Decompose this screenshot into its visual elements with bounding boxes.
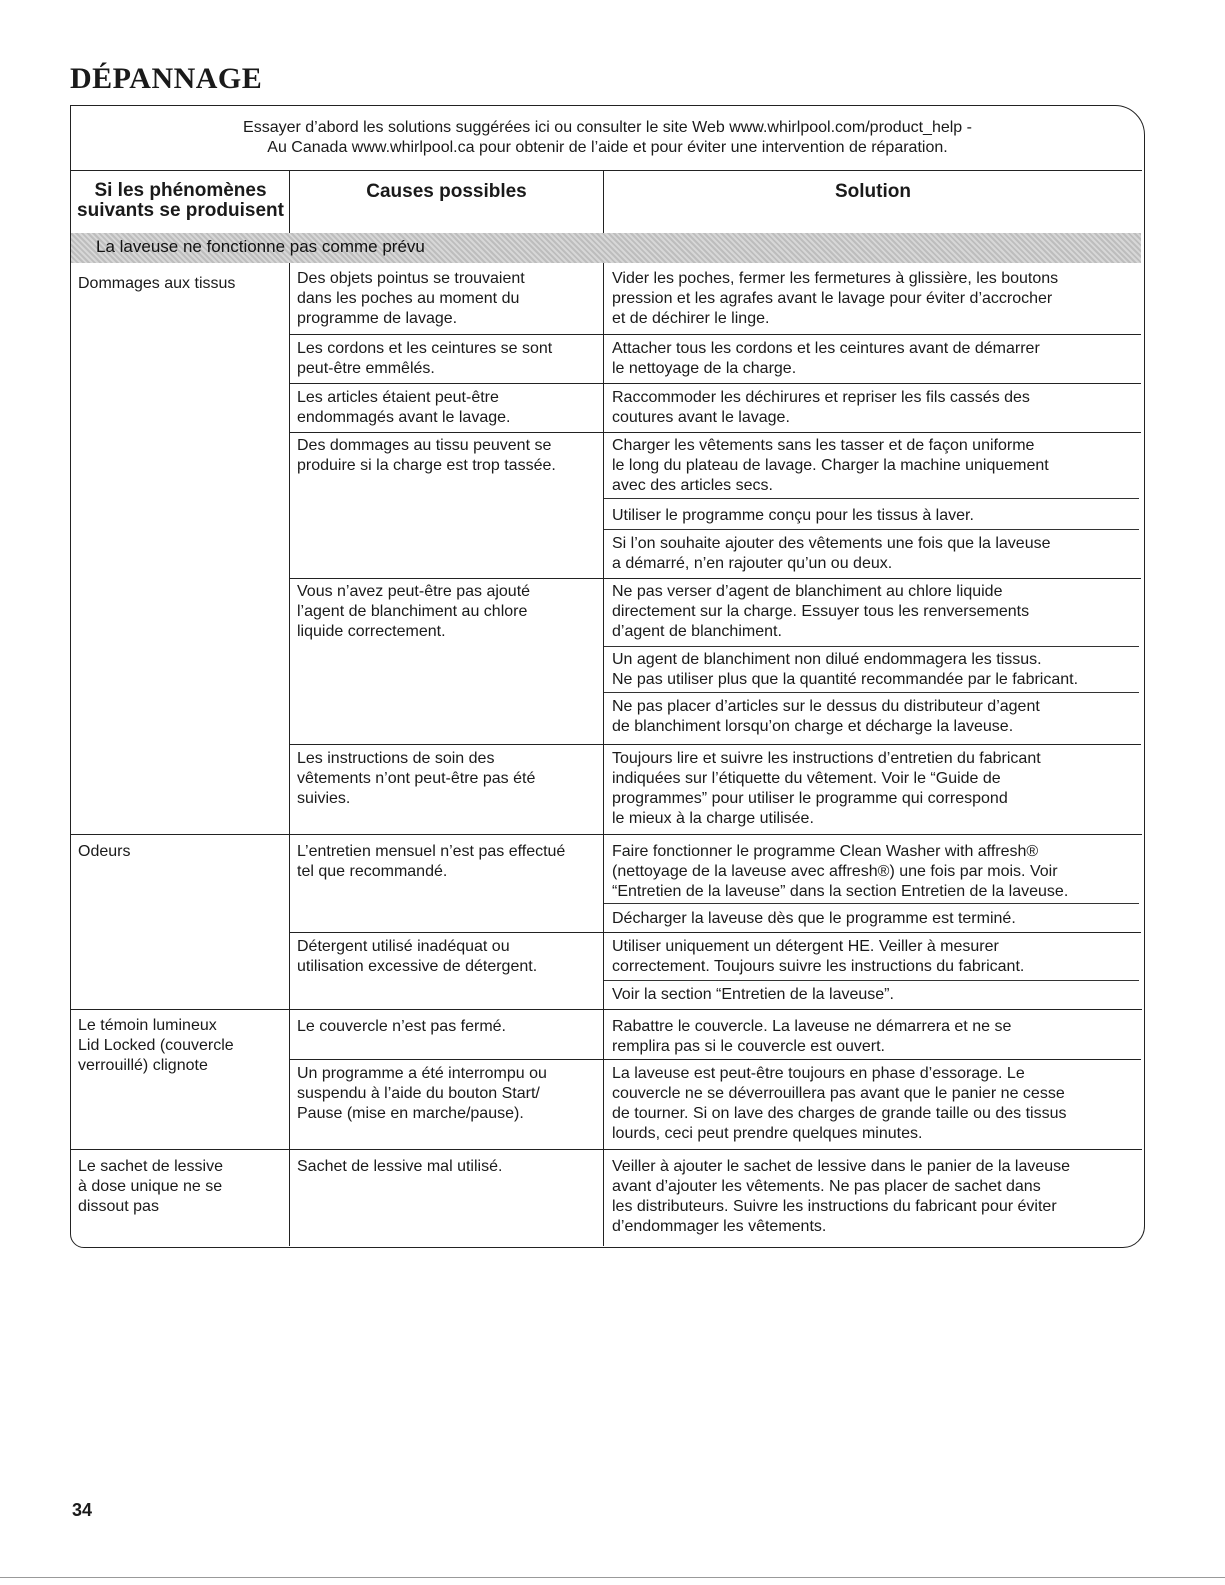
solution-cell: Raccommoder les déchirures et repriser les fils cassés des coutures avant le lavage. [612, 389, 1030, 426]
column-divider-1 [289, 263, 290, 1246]
solution-cell: Vider les poches, fermer les fermetures à glissière, les boutons pression et les agrafes avant le lavage pour éviter d’accrocher et de déchirer le linge. [612, 270, 1059, 327]
solution-cell: Toujours lire et suivre les instructions d’entretien du fabricant indiquées sur l’étiquette du vêtement. Voir le “Guide de programmes” pour utiliser le programme qui correspond le mieux à la charge utilisée. [612, 750, 1041, 827]
solution-separator [604, 529, 1139, 530]
section-title: La laveuse ne fonctionne pas comme prévu [96, 237, 425, 256]
cause-cell: Des objets pointus se trouvaient dans les poches au moment du programme de lavage. [297, 270, 525, 327]
row-separator [71, 834, 1142, 835]
row-separator [71, 1149, 1142, 1150]
solution-separator [604, 646, 1139, 647]
solution-cell: Charger les vêtements sans les tasser et de façon uniforme le long du plateau de lavage. Charger la machine uniquement avec des articles secs. [612, 437, 1049, 494]
header-symptoms: Si les phénomènes suivants se produisent [77, 180, 284, 221]
cause-cell: Sachet de lessive mal utilisé. [297, 1158, 503, 1175]
solution-cell: Attacher tous les cordons et les ceintures avant de démarrer le nettoyage de la charge. [612, 340, 1040, 377]
cause-separator [289, 578, 1141, 579]
cause-separator [289, 1059, 1141, 1060]
solution-cell: Veiller à ajouter le sachet de lessive dans le panier de la laveuse avant d’ajouter les vêtements. Ne pas placer de sachet dans les distributeurs. Suivre les instructions du fabricant pour éviter d’endommager les vêtements. [612, 1158, 1071, 1235]
solution-separator [604, 498, 1139, 499]
symptom-cell: Le témoin lumineux Lid Locked (couvercle verrouillé) clignote [78, 1017, 234, 1074]
symptom-cell: Odeurs [78, 843, 131, 860]
cause-cell: L’entretien mensuel n’est pas effectué tel que recommandé. [297, 843, 566, 880]
cause-separator [289, 432, 1141, 433]
cause-separator [289, 744, 1141, 745]
cause-cell: Les instructions de soin des vêtements n’ont peut-être pas été suivies. [297, 750, 536, 807]
intro-text [72, 118, 1143, 158]
cause-cell: Un programme a été interrompu ou suspendu à l’aide du bouton Start/ Pause (mise en marche/pause). [297, 1065, 547, 1122]
bottom-rule [0, 1577, 1225, 1578]
solution-cell: Décharger la laveuse dès que le programme est terminé. [612, 910, 1016, 927]
page-title: DÉPANNAGE [70, 62, 263, 95]
solution-separator [604, 980, 1139, 981]
cause-cell: Détergent utilisé inadéquat ou utilisation excessive de détergent. [297, 938, 538, 975]
cause-cell: Les articles étaient peut-être endommagés avant le lavage. [297, 389, 511, 426]
solution-separator [604, 903, 1139, 904]
header-causes: Causes possibles [366, 181, 527, 202]
solution-cell: Utiliser uniquement un détergent HE. Veiller à mesurer correctement. Toujours suivre les instructions du fabricant. [612, 938, 1025, 975]
solution-cell: Si l’on souhaite ajouter des vêtements une fois que la laveuse a démarré, n’en rajouter qu’un ou deux. [612, 535, 1051, 572]
intro-line-2: Au Canada www.whirlpool.ca pour obtenir de l’aide et pour éviter une intervention de réparation. [267, 139, 948, 156]
header-solution: Solution [835, 181, 911, 202]
solution-separator [604, 692, 1139, 693]
intro-divider [71, 170, 1142, 171]
solution-cell: Utiliser le programme conçu pour les tissus à laver. [612, 507, 974, 524]
symptom-cell: Le sachet de lessive à dose unique ne se dissout pas [78, 1158, 223, 1215]
cause-cell: Des dommages au tissu peuvent se produire si la charge est trop tassée. [297, 437, 556, 474]
row-separator [71, 1009, 1142, 1010]
solution-cell: Rabattre le couvercle. La laveuse ne démarrera et ne se remplira pas si le couvercle est ouvert. [612, 1018, 1012, 1055]
solution-cell: Faire fonctionner le programme Clean Washer with affresh® (nettoyage de la laveuse avec affresh®) une fois par mois. Voir “Entretien de la laveuse” dans la section Entretien de la laveuse. [612, 843, 1069, 900]
cause-cell: Vous n’avez peut-être pas ajouté l’agent de blanchiment au chlore liquide correctement. [297, 583, 531, 640]
cause-cell: Le couvercle n’est pas fermé. [297, 1018, 506, 1035]
intro-line-1: Essayer d’abord les solutions suggérées ici ou consulter le site Web www.whirlpool.com/product_help - [243, 119, 972, 136]
cause-separator [289, 383, 1141, 384]
solution-cell: La laveuse est peut-être toujours en phase d’essorage. Le couvercle ne se déverrouillera pas avant que le panier ne cesse de tourner. Si on lave des charges de grande taille ou des tissus lourds, ceci peut prendre quelques minutes. [612, 1065, 1067, 1142]
cause-separator [289, 932, 1141, 933]
section-band [71, 233, 1141, 263]
solution-cell: Un agent de blanchiment non dilué endommagera les tissus. Ne pas utiliser plus que la quantité recommandée par le fabricant. [612, 651, 1079, 688]
cause-separator [289, 334, 1141, 335]
page-number: 34 [72, 1500, 93, 1520]
symptom-cell: Dommages aux tissus [78, 275, 236, 292]
solution-cell: Ne pas verser d’agent de blanchiment au chlore liquide directement sur la charge. Essuyer tous les renversements d’agent de blanchiment. [612, 583, 1030, 640]
column-divider-2 [603, 263, 604, 1246]
solution-cell: Voir la section “Entretien de la laveuse”. [612, 986, 894, 1003]
cause-cell: Les cordons et les ceintures se sont peut-être emmêlés. [297, 340, 553, 377]
solution-cell: Ne pas placer d’articles sur le dessus du distributeur d’agent de blanchiment lorsqu’on charge et décharge la laveuse. [612, 698, 1040, 735]
